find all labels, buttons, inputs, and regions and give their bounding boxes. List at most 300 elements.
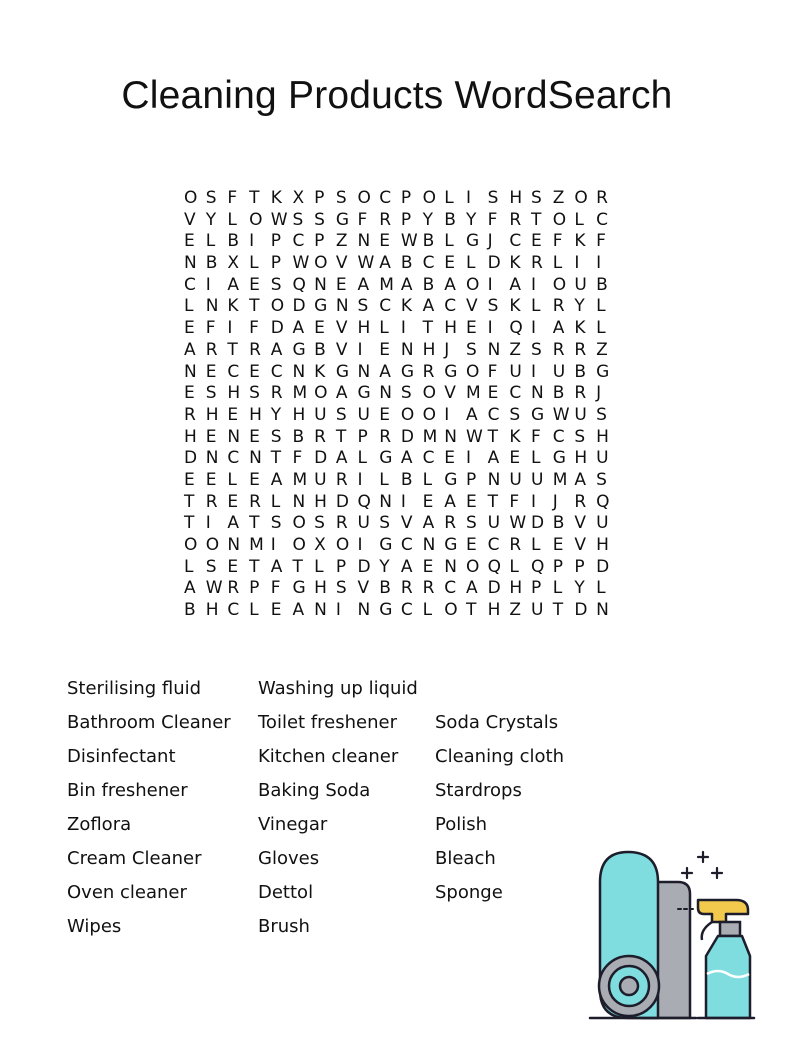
grid-cell: N <box>379 383 392 404</box>
grid-cell: H <box>249 404 262 425</box>
grid-cell: S <box>205 556 217 577</box>
grid-cell: I <box>596 253 602 274</box>
grid-cell: B <box>596 274 608 295</box>
grid-row <box>184 231 620 253</box>
grid-cell: O <box>465 361 480 382</box>
grid-cell: Y <box>422 209 433 230</box>
grid-cell: N <box>249 448 262 469</box>
grid-cell: G <box>357 383 371 404</box>
grid-cell: A <box>379 361 391 382</box>
grid-cell: Z <box>509 339 521 360</box>
grid-cell: R <box>509 209 522 230</box>
grid-cell: T <box>227 339 238 360</box>
grid-cell: H <box>596 426 609 447</box>
grid-cell: H <box>574 448 588 469</box>
grid-cell: N <box>379 491 392 512</box>
grid-cell: S <box>314 209 325 230</box>
grid-cell: C <box>379 296 392 317</box>
grid-cell: R <box>444 513 457 534</box>
grid-cell: L <box>227 209 237 230</box>
grid-cell: I <box>465 188 471 208</box>
grid-cell: N <box>292 491 306 512</box>
grid-cell: G <box>379 448 393 469</box>
grid-cell: A <box>400 556 413 577</box>
word-list-item: Cleaning cloth <box>435 746 565 767</box>
grid-cell: H <box>509 188 523 208</box>
grid-cell: W <box>270 209 288 230</box>
grid-cell: H <box>205 404 219 425</box>
grid-cell: U <box>531 600 544 621</box>
grid-cell: E <box>270 600 282 621</box>
grid-cell: E <box>444 253 455 274</box>
grid-cell: N <box>205 448 219 469</box>
grid-cell: L <box>422 600 433 621</box>
grid-cell: I <box>487 318 493 339</box>
grid-cell: L <box>422 469 433 490</box>
grid-cell: E <box>465 318 477 339</box>
grid-cell: I <box>531 274 537 295</box>
grid-cell: E <box>422 556 434 577</box>
grid-cell: E <box>552 535 564 555</box>
grid-cell: A <box>574 469 587 490</box>
grid-cell: T <box>422 318 433 339</box>
grid-row <box>184 405 620 427</box>
grid-cell: G <box>444 361 458 382</box>
grid-cell: F <box>205 318 216 339</box>
grid-cell: D <box>487 253 501 274</box>
grid-cell: F <box>509 491 520 512</box>
grid-cell: O <box>205 535 220 555</box>
grid-cell: G <box>335 361 349 382</box>
grid-cell: N <box>357 600 371 621</box>
grid-cell: P <box>574 556 585 577</box>
grid-row <box>184 492 620 514</box>
grid-cell: P <box>270 253 282 274</box>
word-list-item: Kitchen cleaner <box>258 746 399 767</box>
grid-cell: H <box>509 578 523 599</box>
grid-cell: P <box>357 426 368 447</box>
grid-cell: A <box>465 578 478 599</box>
grid-cell: E <box>314 318 325 339</box>
grid-cell: M <box>249 535 264 555</box>
grid-cell: D <box>292 296 306 317</box>
grid-cell: X <box>292 188 305 208</box>
grid-cell: A <box>422 513 435 534</box>
grid-cell: B <box>292 426 305 447</box>
word-list <box>67 678 607 958</box>
grid-cell: T <box>552 600 564 621</box>
grid-cell: L <box>357 448 367 469</box>
grid-cell: I <box>335 600 341 621</box>
grid-cell: V <box>444 383 456 404</box>
grid-cell: D <box>314 448 328 469</box>
word-list-item: Sterilising fluid <box>67 678 202 699</box>
word-list-item: Wipes <box>67 916 122 937</box>
grid-cell: U <box>509 469 522 490</box>
grid-cell: R <box>335 513 348 534</box>
cleaning-supplies-icon <box>586 846 766 1026</box>
grid-cell: N <box>357 231 371 252</box>
grid-cell: R <box>270 383 283 404</box>
grid-cell: O <box>184 535 198 555</box>
grid-cell: S <box>270 426 282 447</box>
grid-cell: J <box>487 231 493 252</box>
grid-cell: L <box>205 231 216 252</box>
grid-row <box>184 448 620 470</box>
grid-cell: A <box>552 318 565 339</box>
grid-cell: U <box>531 469 544 490</box>
grid-cell: C <box>444 578 457 599</box>
word-list-item: Vinegar <box>258 814 328 835</box>
word-list-item: Stardrops <box>435 780 522 801</box>
grid-cell: E <box>444 448 455 469</box>
grid-cell: K <box>400 296 413 317</box>
grid-cell: G <box>444 469 458 490</box>
word-list-item: Zoflora <box>67 814 132 835</box>
grid-row <box>184 535 620 557</box>
grid-cell: U <box>314 404 327 425</box>
grid-cell: R <box>596 188 608 208</box>
grid-cell: E <box>184 318 195 339</box>
grid-cell: L <box>184 556 194 577</box>
grid-cell: J <box>596 383 602 404</box>
grid-cell: K <box>574 318 586 339</box>
word-list-item: Washing up liquid <box>258 678 418 699</box>
grid-cell: C <box>379 188 392 208</box>
grid-cell: T <box>292 556 303 577</box>
grid-cell: L <box>184 296 194 317</box>
grid-cell: L <box>574 209 584 230</box>
grid-cell: P <box>314 188 325 208</box>
grid-row <box>184 296 620 318</box>
page-title: Cleaning Products WordSearch <box>121 74 673 117</box>
grid-cell: N <box>357 361 371 382</box>
word-list-item: Polish <box>435 814 488 835</box>
grid-cell: A <box>270 469 283 490</box>
grid-cell: V <box>574 513 587 534</box>
grid-cell: O <box>465 556 480 577</box>
grid-cell: G <box>379 535 393 555</box>
grid-cell: L <box>227 469 237 490</box>
grid-cell: O <box>422 404 436 425</box>
grid-cell: O <box>552 209 567 230</box>
grid-cell: E <box>249 426 260 447</box>
grid-cell: L <box>552 578 563 599</box>
grid-cell: S <box>596 469 607 490</box>
grid-cell: I <box>357 535 363 555</box>
grid-row <box>184 210 620 232</box>
grid-cell: Y <box>270 404 282 425</box>
grid-cell: S <box>465 513 477 534</box>
grid-cell: I <box>249 231 255 252</box>
grid-cell: C <box>227 600 240 621</box>
grid-cell: L <box>379 318 389 339</box>
grid-cell: N <box>292 361 306 382</box>
grid-cell: D <box>357 556 371 577</box>
grid-cell: G <box>292 339 306 360</box>
grid-cell: E <box>379 339 390 360</box>
grid-cell: I <box>531 318 537 339</box>
grid-cell: R <box>205 339 218 360</box>
grid-cell: R <box>249 491 261 512</box>
grid-cell: S <box>487 296 499 317</box>
grid-cell: R <box>379 426 391 447</box>
grid-cell: B <box>314 339 326 360</box>
grid-cell: C <box>487 404 500 425</box>
grid-cell: I <box>357 469 363 490</box>
grid-cell: W <box>205 578 223 599</box>
grid-cell: G <box>400 361 415 382</box>
grid-cell: L <box>270 491 281 512</box>
grid-cell: E <box>509 448 521 469</box>
grid-cell: Z <box>596 339 608 360</box>
grid-cell: F <box>270 578 281 599</box>
grid-cell: X <box>227 253 240 274</box>
grid-row <box>184 318 620 340</box>
grid-cell: H <box>227 383 241 404</box>
grid-cell: Y <box>379 556 390 577</box>
grid-cell: A <box>400 448 413 469</box>
grid-cell: A <box>335 448 348 469</box>
grid-cell: F <box>552 231 563 252</box>
grid-row <box>184 275 620 297</box>
grid-cell: B <box>205 253 218 274</box>
grid-cell: P <box>531 578 542 599</box>
grid-cell: F <box>531 426 541 447</box>
word-list-item: Dettol <box>258 882 314 903</box>
grid-cell: S <box>249 383 260 404</box>
grid-cell: A <box>292 318 305 339</box>
grid-cell: I <box>531 491 537 512</box>
grid-cell: U <box>552 361 566 382</box>
grid-cell: S <box>574 426 586 447</box>
grid-cell: Q <box>357 491 371 512</box>
grid-cell: N <box>227 535 241 555</box>
grid-cell: B <box>379 578 391 599</box>
grid-cell: R <box>249 339 261 360</box>
grid-cell: M <box>465 383 481 404</box>
grid-cell: S <box>270 274 282 295</box>
grid-cell: W <box>552 404 570 425</box>
grid-cell: S <box>487 188 499 208</box>
grid-cell: K <box>227 296 239 317</box>
grid-row <box>184 188 620 210</box>
grid-cell: O <box>422 383 436 404</box>
word-list-item: Disinfectant <box>67 746 176 767</box>
grid-cell: L <box>531 535 541 555</box>
grid-cell: L <box>596 318 606 339</box>
grid-cell: E <box>465 491 477 512</box>
word-list-item: Cream Cleaner <box>67 848 202 869</box>
grid-cell: V <box>335 339 348 360</box>
grid-cell: D <box>184 448 198 469</box>
grid-cell: N <box>444 426 457 447</box>
grid-cell: G <box>292 578 306 599</box>
grid-cell: G <box>465 231 480 252</box>
grid-cell: M <box>422 426 438 447</box>
grid-cell: A <box>270 556 283 577</box>
grid-cell: Q <box>509 318 523 339</box>
grid-cell: T <box>184 513 195 534</box>
grid-cell: Y <box>205 209 217 230</box>
grid-cell: K <box>509 296 521 317</box>
grid-cell: S <box>292 209 304 230</box>
grid-cell: B <box>400 253 413 274</box>
grid-cell: L <box>531 296 541 317</box>
grid-cell: G <box>531 404 545 425</box>
grid-cell: U <box>596 448 609 469</box>
grid-cell: U <box>357 404 370 425</box>
grid-cell: F <box>487 361 498 382</box>
grid-cell: K <box>574 231 586 252</box>
grid-cell: D <box>487 578 501 599</box>
grid-cell: D <box>531 513 545 534</box>
grid-cell: L <box>379 469 389 490</box>
grid-cell: E <box>487 383 499 404</box>
grid-cell: A <box>184 578 196 599</box>
grid-cell: O <box>314 383 328 404</box>
grid-row <box>184 578 620 600</box>
grid-cell: I <box>400 491 406 512</box>
grid-cell: I <box>444 404 450 425</box>
grid-cell: T <box>487 491 499 512</box>
grid-cell: U <box>509 361 522 382</box>
grid-cell: R <box>574 491 587 512</box>
grid-cell: N <box>487 469 501 490</box>
word-list-item: Gloves <box>258 848 320 869</box>
grid-cell: N <box>227 426 241 447</box>
grid-cell: U <box>574 404 587 425</box>
grid-cell: V <box>184 209 196 230</box>
grid-cell: P <box>270 231 282 252</box>
grid-cell: J <box>552 491 558 512</box>
grid-cell: L <box>249 600 259 621</box>
grid-cell: B <box>227 231 240 252</box>
grid-cell: I <box>205 274 211 295</box>
grid-cell: K <box>270 188 282 208</box>
grid-cell: B <box>552 383 565 404</box>
grid-cell: A <box>487 448 500 469</box>
grid-cell: E <box>227 404 239 425</box>
grid-cell: A <box>400 274 413 295</box>
grid-cell: N <box>422 535 436 555</box>
grid-cell: C <box>270 361 283 382</box>
grid-cell: N <box>314 600 327 621</box>
grid-cell: E <box>379 231 390 252</box>
grid-row <box>184 427 620 449</box>
word-search-grid <box>184 188 620 622</box>
grid-cell: N <box>184 361 197 382</box>
grid-cell: S <box>531 188 542 208</box>
grid-cell: E <box>335 274 347 295</box>
grid-cell: C <box>227 448 240 469</box>
grid-cell: O <box>335 535 350 555</box>
grid-cell: B <box>444 209 456 230</box>
grid-row <box>184 383 620 405</box>
grid-cell: L <box>444 188 454 208</box>
grid-cell: D <box>574 600 588 621</box>
grid-cell: S <box>531 339 542 360</box>
grid-cell: E <box>531 231 542 252</box>
grid-cell: S <box>335 188 347 208</box>
grid-cell: B <box>422 231 435 252</box>
grid-cell: A <box>227 513 240 534</box>
grid-cell: E <box>184 231 195 252</box>
grid-cell: I <box>574 253 580 274</box>
grid-cell: U <box>574 274 587 295</box>
grid-cell: N <box>596 600 609 621</box>
grid-cell: A <box>379 253 391 274</box>
grid-cell: L <box>596 578 606 599</box>
grid-cell: D <box>596 556 610 577</box>
grid-cell: G <box>444 535 458 555</box>
grid-cell: R <box>552 339 565 360</box>
grid-cell: D <box>335 491 349 512</box>
grid-cell: C <box>422 448 435 469</box>
grid-cell: A <box>444 491 456 512</box>
grid-cell: C <box>400 600 413 621</box>
grid-cell: G <box>379 600 393 621</box>
grid-cell: R <box>422 578 435 599</box>
grid-cell: F <box>249 318 259 339</box>
grid-cell: B <box>400 469 413 490</box>
grid-cell: A <box>509 274 521 295</box>
grid-cell: R <box>227 578 240 599</box>
grid-cell: R <box>531 253 543 274</box>
grid-cell: D <box>270 318 284 339</box>
grid-cell: E <box>422 491 434 512</box>
grid-cell: T <box>465 600 477 621</box>
grid-cell: O <box>314 253 328 274</box>
grid-cell: V <box>400 513 413 534</box>
grid-cell: M <box>379 274 394 295</box>
grid-cell: S <box>314 513 325 534</box>
grid-cell: S <box>205 383 217 404</box>
grid-cell: R <box>400 578 413 599</box>
grid-cell: H <box>314 578 327 599</box>
grid-cell: S <box>335 578 347 599</box>
grid-cell: O <box>249 209 263 230</box>
grid-cell: L <box>531 448 541 469</box>
grid-cell: O <box>444 600 458 621</box>
grid-cell: F <box>357 209 368 230</box>
grid-row <box>184 557 620 579</box>
grid-cell: O <box>292 535 306 555</box>
grid-cell: B <box>552 513 565 534</box>
grid-cell: N <box>205 296 219 317</box>
grid-row <box>184 362 620 384</box>
grid-cell: Y <box>465 209 477 230</box>
grid-cell: S <box>335 404 347 425</box>
grid-cell: G <box>552 448 566 469</box>
grid-cell: R <box>574 339 587 360</box>
grid-cell: V <box>335 253 348 274</box>
grid-cell: A <box>357 274 370 295</box>
grid-cell: I <box>357 339 363 360</box>
grid-cell: Z <box>335 231 348 252</box>
grid-cell: U <box>314 469 327 490</box>
grid-cell: P <box>400 209 412 230</box>
grid-cell: A <box>422 296 435 317</box>
grid-cell: G <box>314 296 328 317</box>
grid-cell: S <box>205 188 217 208</box>
grid-cell: M <box>292 469 308 490</box>
grid-cell: W <box>357 253 375 274</box>
grid-cell: F <box>292 448 303 469</box>
grid-cell: S <box>400 383 412 404</box>
grid-cell: V <box>465 296 478 317</box>
grid-cell: F <box>227 188 238 208</box>
